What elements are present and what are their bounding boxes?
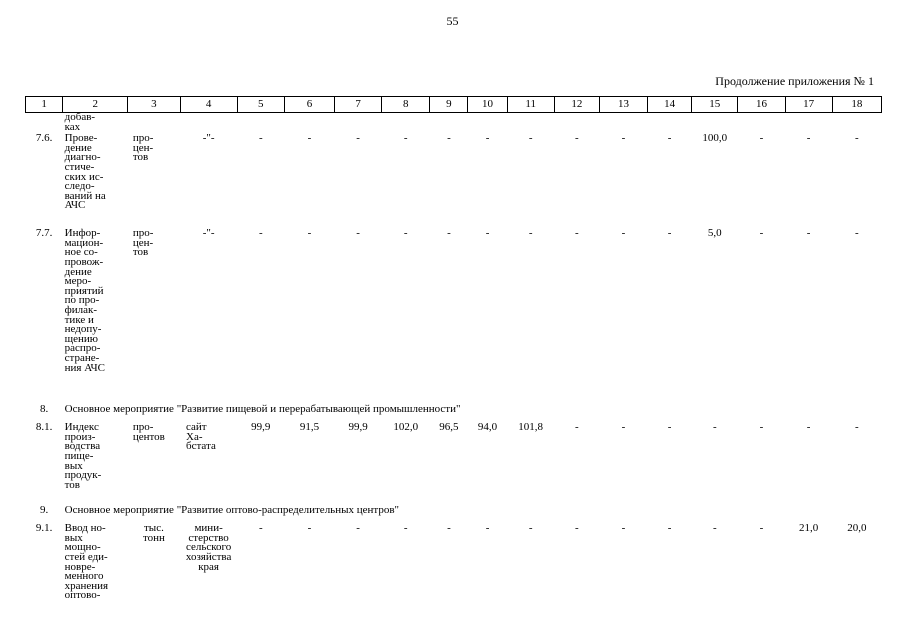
value-cell: - [667, 132, 672, 145]
value-cell: 96,5 [439, 421, 459, 434]
row-number: 8. [39, 403, 49, 416]
column-header: 17 [785, 97, 832, 113]
column-header: 8 [382, 97, 430, 113]
value-cell: 102,0 [393, 421, 419, 434]
column-header: 9 [430, 97, 468, 113]
value-cell: - [759, 132, 764, 145]
row-unit: тыс. тонн [142, 522, 165, 544]
value-cell: - [485, 227, 490, 240]
continuation-title: Продолжение приложения № 1 [715, 74, 874, 88]
column-header: 4 [180, 97, 237, 113]
value-cell: - [528, 132, 533, 145]
header-row [26, 97, 882, 113]
row-number: 8.1. [35, 421, 53, 434]
value-cell: - [307, 227, 312, 240]
value-cell: 101,8 [518, 421, 544, 434]
column-header: 15 [692, 97, 738, 113]
value-cell: - [759, 421, 764, 434]
table-row [26, 227, 882, 403]
column-header: 16 [738, 97, 785, 113]
value-cell: - [447, 522, 451, 535]
table-row [26, 132, 882, 227]
value-cell: - [621, 421, 626, 434]
row-number: 7.7. [35, 227, 53, 240]
column-header: 10 [468, 97, 507, 113]
value-cell: - [574, 421, 579, 434]
value-cell: - [528, 522, 533, 535]
table-row [26, 423, 882, 504]
value-cell: - [667, 421, 672, 434]
value-cell: - [447, 132, 451, 145]
row-source: -"- [202, 227, 215, 240]
value-cell: - [667, 227, 672, 240]
column-header: 11 [507, 97, 554, 113]
value-cell: - [806, 132, 811, 145]
value-cell: - [621, 132, 626, 145]
value-cell: - [485, 522, 490, 535]
value-cell: - [258, 227, 263, 240]
value-cell: - [574, 132, 579, 145]
column-header: 12 [554, 97, 599, 113]
row-text: добав- ках [64, 111, 96, 133]
column-header: 13 [599, 97, 647, 113]
row-number: 9.1. [35, 522, 53, 535]
value-cell: - [574, 522, 579, 535]
column-header: 2 [63, 97, 128, 113]
row-number: 9. [39, 504, 49, 517]
value-cell: - [621, 227, 626, 240]
row-unit: про- цен- тов [132, 227, 154, 259]
value-cell: - [307, 132, 312, 145]
section-title: Основное мероприятие "Развитие оптово-распределительных центров" [64, 504, 400, 517]
table-row [26, 113, 882, 133]
row-source: мини- стерство сельского хозяйства края [185, 522, 232, 573]
value-cell: 91,5 [299, 421, 320, 434]
value-cell: - [485, 132, 490, 145]
value-cell: - [403, 522, 408, 535]
value-cell: - [258, 132, 263, 145]
section-row [26, 403, 882, 423]
row-number: 7.6. [35, 132, 53, 145]
value-cell: - [403, 132, 408, 145]
column-header: 1 [26, 97, 63, 113]
column-header: 18 [832, 97, 881, 113]
value-cell: - [855, 227, 859, 240]
row-text: Индекс произ- водства пище- вых продук- тов [64, 421, 102, 491]
section-title: Основное мероприятие "Развитие пищевой и перерабатывающей промышленности" [64, 403, 461, 416]
value-cell: - [447, 227, 451, 240]
value-cell: - [356, 132, 360, 145]
value-cell: - [667, 522, 672, 535]
row-text: Ввод но- вых мощно- стей еди- новре- менного хранения оптово- [64, 522, 109, 602]
value-cell: 99,9 [348, 421, 368, 434]
value-cell: - [759, 227, 764, 240]
value-cell: - [258, 522, 263, 535]
value-cell: - [806, 421, 811, 434]
column-header: 5 [237, 97, 284, 113]
value-cell: - [759, 522, 764, 535]
value-cell: - [806, 227, 811, 240]
indicators-table [25, 96, 882, 622]
column-header: 7 [335, 97, 382, 113]
value-cell: - [855, 421, 859, 434]
row-unit: про- центов [132, 421, 165, 443]
row-text: Прове- дение диагно- стиче- ских ис- следо- ваний на АЧС [64, 132, 106, 212]
table-row [26, 524, 882, 622]
value-cell: 99,9 [251, 421, 271, 434]
column-header: 3 [128, 97, 180, 113]
value-cell: - [307, 522, 312, 535]
section-row [26, 504, 882, 524]
row-source: -"- [202, 132, 215, 145]
value-cell: - [356, 522, 360, 535]
value-cell: - [621, 522, 626, 535]
value-cell: 5,0 [707, 227, 722, 240]
value-cell: - [712, 421, 717, 434]
value-cell: - [574, 227, 579, 240]
column-header: 6 [284, 97, 334, 113]
value-cell: - [356, 227, 360, 240]
value-cell: 21,0 [798, 522, 819, 535]
value-cell: - [855, 132, 859, 145]
value-cell: - [403, 227, 408, 240]
value-cell: - [712, 522, 717, 535]
row-unit: про- цен- тов [132, 132, 154, 164]
value-cell: 100,0 [702, 132, 728, 145]
value-cell: - [528, 227, 533, 240]
row-text: Инфор- мацион- ное со- провож- дение меро- приятий по про- филак- тике и недопу- щению распро- стране- ния АЧС [64, 227, 105, 374]
column-header: 14 [648, 97, 692, 113]
page-number: 55 [446, 14, 459, 28]
row-source: сайт Ха- бстата [186, 421, 216, 453]
value-cell: 94,0 [477, 421, 498, 434]
value-cell: 20,0 [847, 522, 867, 535]
